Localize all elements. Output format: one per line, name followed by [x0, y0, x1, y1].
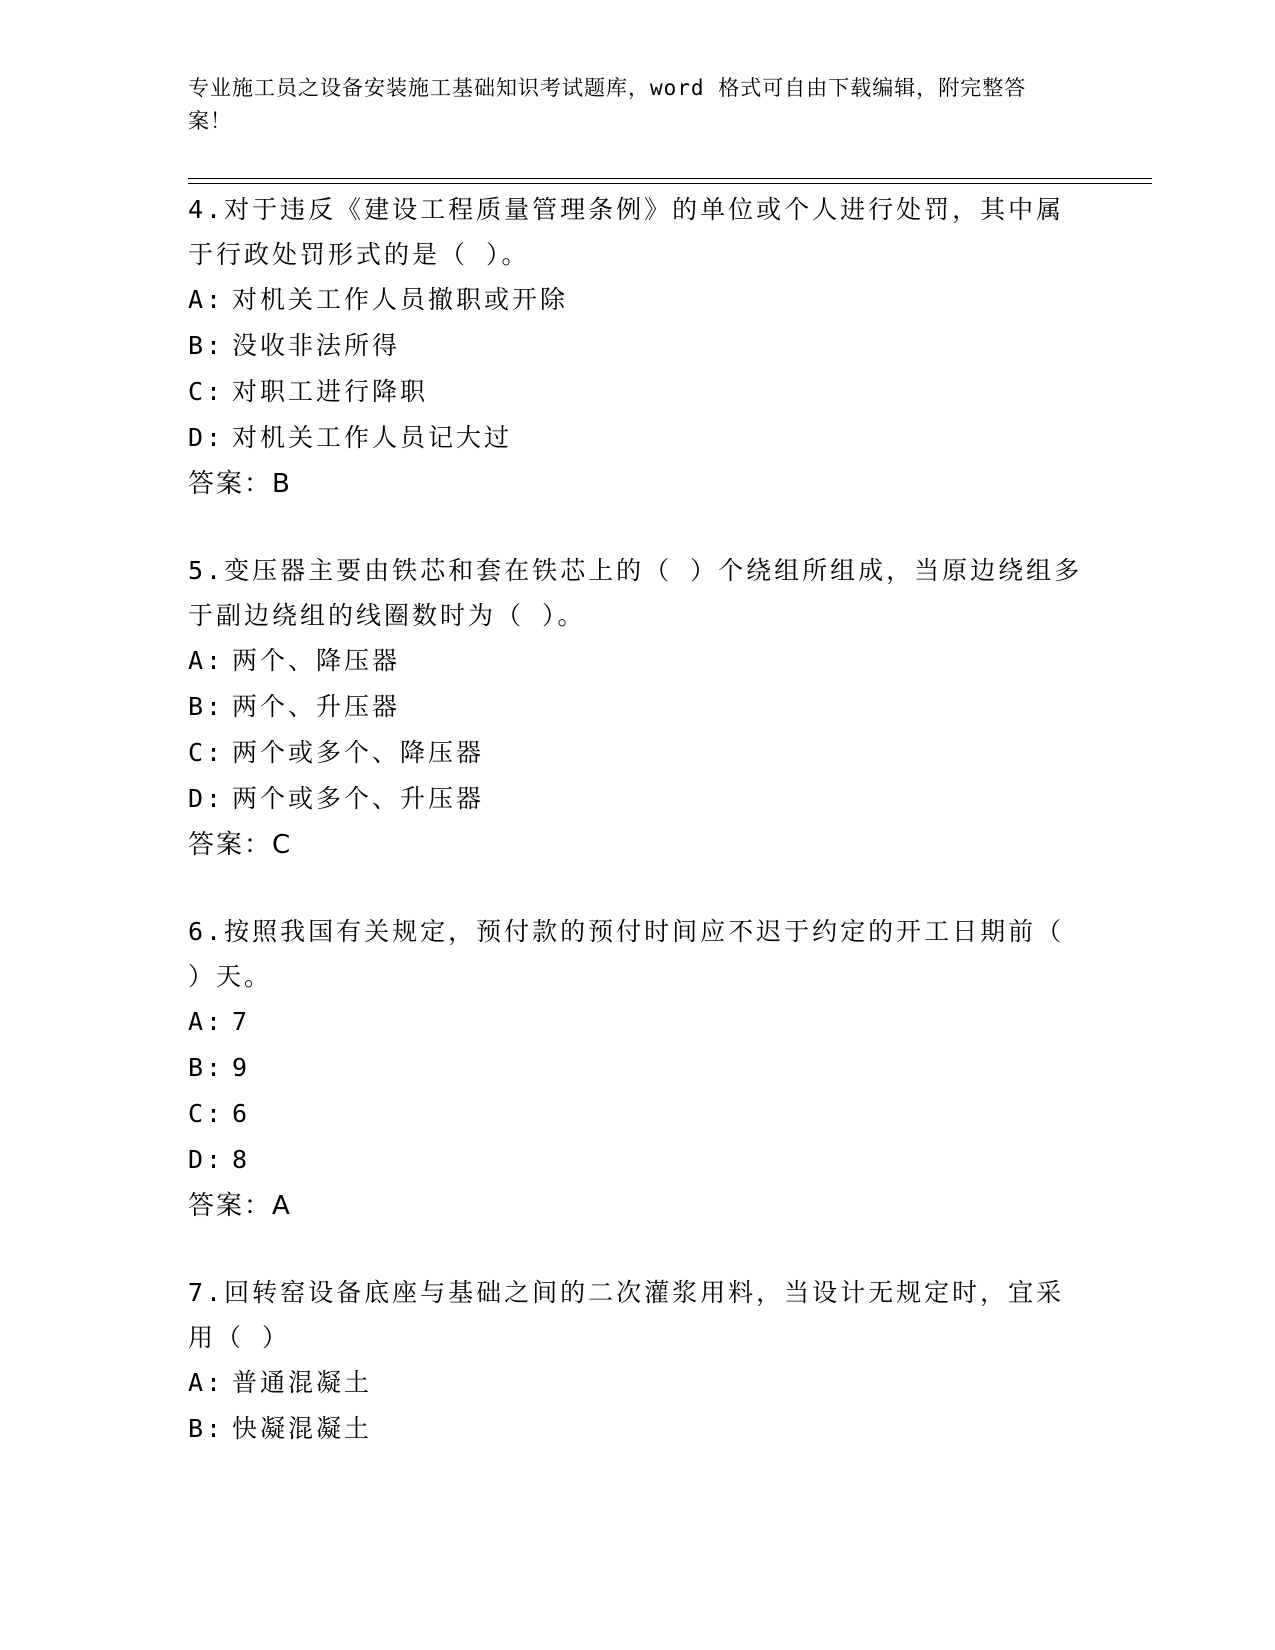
- option-text: 7: [232, 1007, 251, 1036]
- option-letter: C:: [188, 1099, 225, 1128]
- option-text: 普通混凝土: [232, 1368, 373, 1397]
- option-text: 两个或多个、升压器: [232, 784, 485, 813]
- option-text: 没收非法所得: [232, 331, 401, 360]
- option-d: [188, 776, 1088, 822]
- question-stem: 5.变压器主要由铁芯和套在铁芯上的（ ）个绕组所组成，当原边绕组多于副边绕组的线圈数时为（ ）。: [188, 556, 1083, 630]
- option-letter: C:: [188, 377, 225, 406]
- option-letter: D:: [188, 423, 225, 452]
- answer-line: 答案：B: [188, 469, 292, 499]
- option-text: 对职工进行降职: [232, 377, 429, 406]
- option-text: 两个、降压器: [232, 646, 401, 675]
- option-d: [188, 1137, 1088, 1183]
- option-letter: D:: [188, 784, 225, 813]
- option-a: [188, 1360, 1088, 1406]
- option-letter: B:: [188, 1414, 225, 1443]
- header-divider-bottom: [188, 183, 1152, 184]
- option-b: [188, 1406, 1088, 1452]
- option-c: [188, 1091, 1088, 1137]
- option-b: [188, 1045, 1088, 1091]
- option-letter: D:: [188, 1145, 225, 1174]
- answer-line: 答案：C: [188, 830, 293, 860]
- option-letter: A:: [188, 1368, 225, 1397]
- option-text: 对机关工作人员记大过: [232, 423, 513, 452]
- option-c: [188, 730, 1088, 776]
- option-a: [188, 999, 1088, 1045]
- question-stem: 6.按照我国有关规定，预付款的预付时间应不迟于约定的开工日期前（ ）天。: [188, 917, 1065, 991]
- option-letter: B:: [188, 331, 225, 360]
- option-b: [188, 323, 1088, 369]
- option-letter: A:: [188, 1007, 225, 1036]
- document-header: 专业施工员之设备安装施工基础知识考试题库，word 格式可自由下载编辑，附完整答案！: [188, 76, 1027, 133]
- option-text: 快凝混凝土: [232, 1414, 373, 1443]
- header-divider-top: [188, 178, 1152, 179]
- option-c: [188, 369, 1088, 415]
- option-letter: A:: [188, 646, 225, 675]
- question-block-4: [188, 187, 1088, 507]
- option-b: [188, 684, 1088, 730]
- answer-line: 答案：A: [188, 1191, 292, 1221]
- question-block-5: [188, 548, 1088, 868]
- question-stem: 4.对于违反《建设工程质量管理条例》的单位或个人进行处罚，其中属于行政处罚形式的是（ ）。: [188, 195, 1065, 269]
- option-a: [188, 277, 1088, 323]
- option-letter: B:: [188, 1053, 225, 1082]
- option-letter: C:: [188, 738, 225, 767]
- option-d: [188, 415, 1088, 461]
- option-letter: B:: [188, 692, 225, 721]
- option-a: [188, 638, 1088, 684]
- option-letter: A:: [188, 285, 225, 314]
- option-text: 9: [232, 1053, 251, 1082]
- option-text: 8: [232, 1145, 251, 1174]
- question-block-6: [188, 909, 1088, 1229]
- question-stem: 7.回转窑设备底座与基础之间的二次灌浆用料，当设计无规定时，宜采用（ ）: [188, 1278, 1065, 1352]
- question-block-7: [188, 1270, 1088, 1452]
- option-text: 对机关工作人员撤职或开除: [232, 285, 569, 314]
- option-text: 两个、升压器: [232, 692, 401, 721]
- option-text: 两个或多个、降压器: [232, 738, 485, 767]
- option-text: 6: [232, 1099, 251, 1128]
